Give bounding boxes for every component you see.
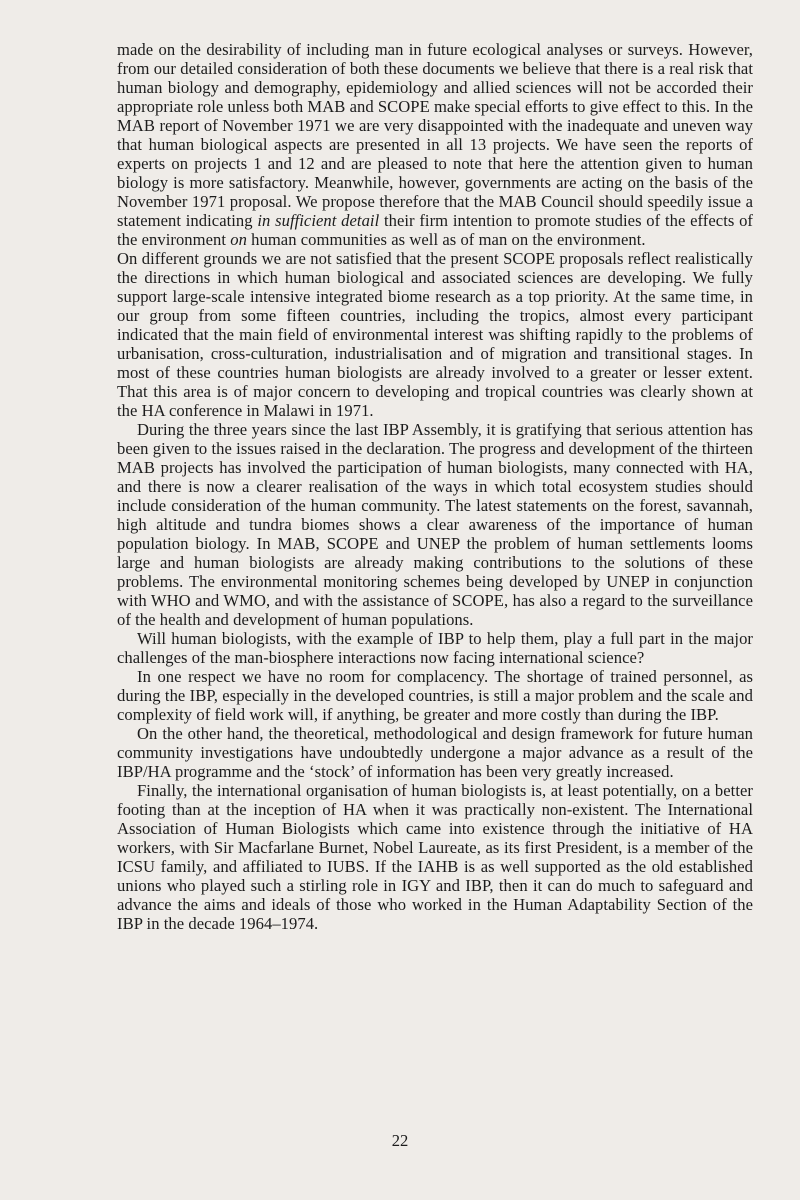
text-run: human communities as well as of man on the environment.: [246, 230, 646, 249]
italic-phrase: in sufficient detail: [257, 211, 380, 230]
text-run: made on the desirability of including man in future ecological analyses or surveys. However, from our detailed consideration of both these documents we believe that there is a real risk that human biology and demography, epidemiology and allied sciences will not be accorded their appropriate role unless both MAB and SCOPE make special efforts to give effect to this. In the MAB report of November 1971 we are very disappointed with the inadequate and uneven way that human biological aspects are presented in all 13 projects. We have seen the reports of experts on projects 1 and 12 and are pleased to note that here the attention given to human biology is more satisfactory. Meanwhile, however, governments are acting on the basis of the November 1971 proposal. We propose therefore that the MAB Council should speedily issue a statement indicating: [117, 40, 753, 230]
text-run: Will human biologists, with the example of IBP to help them, play a full part in the major challenges of the man-biosphere interactions now facing international science?: [117, 629, 753, 667]
body-text: [117, 40, 753, 933]
text-run: Finally, the international organisation of human biologists is, at least potentially, on a better footing than at the inception of HA when it was practically non-existent. The International Association of Human Biologists which came into existence through the initiative of HA workers, with Sir Macfarlane Burnet, Nobel Laureate, as its first President, is a member of the ICSU family, and affiliated to IUBS. If the IAHB is as well supported as the old established unions who played such a stirling role in IGY and IBP, then it can do much to safeguard and advance the aims and ideals of those who worked in the Human Adaptability Section of the IBP in the decade 1964–1974.: [117, 781, 753, 933]
paragraph-5: [117, 667, 753, 724]
paragraph-7: [117, 781, 753, 933]
text-run: their firm intention to promote studies of the effects of the environment: [117, 211, 754, 249]
text-run: On the other hand, the theoretical, methodological and design framework for future human community investigations have undoubtedly undergone a major advance as a result of the IBP/HA programme and the ‘stock’ of information has been very greatly increased.: [117, 724, 753, 781]
text-run: In one respect we have no room for complacency. The shortage of trained personnel, as during the IBP, especially in the developed countries, is still a major problem and the scale and complexity of field work will, if anything, be greater and more costly than during the IBP.: [117, 667, 753, 724]
paragraph-1: [117, 40, 753, 249]
italic-phrase: on: [230, 230, 247, 249]
page-number: 22: [391, 1131, 409, 1150]
text-run: During the three years since the last IBP Assembly, it is gratifying that serious attention has been given to the issues raised in the declaration. The progress and development of the thirteen MAB projects has involved the participation of human biologists, many connected with HA, and there is now a clearer realisation of the ways in which total ecosystem studies should include consideration of the human community. The latest statements on the forest, savannah, high altitude and tundra biomes shows a clear awareness of the importance of human population biology. In MAB, SCOPE and UNEP the problem of human settlements looms large and human biologists are already making contributions to the solutions of these problems. The environmental monitoring schemes being developed by UNEP in conjunction with WHO and WMO, and with the assistance of SCOPE, has also a regard to the surveillance of the health and development of human populations.: [117, 420, 753, 629]
paragraph-2: [117, 249, 753, 420]
paragraph-6: [117, 724, 753, 781]
text-run: On different grounds we are not satisfied that the present SCOPE proposals reflect realistically the directions in which human biological and associated sciences are developing. We fully support large-scale intensive integrated biome research as a top priority. At the same time, in our group from some fifteen countries, including the tropics, almost every participant indicated that the main field of environmental interest was shifting rapidly to the problems of urbanisation, cross-culturation, industrialisation and of migration and transitional stages. In most of these countries human biologists are already involved to a greater or lesser extent. That this area is of major concern to developing and tropical countries was clearly shown at the HA conference in Malawi in 1971.: [117, 249, 753, 420]
paragraph-4: [117, 629, 753, 667]
paragraph-3: [117, 420, 753, 629]
